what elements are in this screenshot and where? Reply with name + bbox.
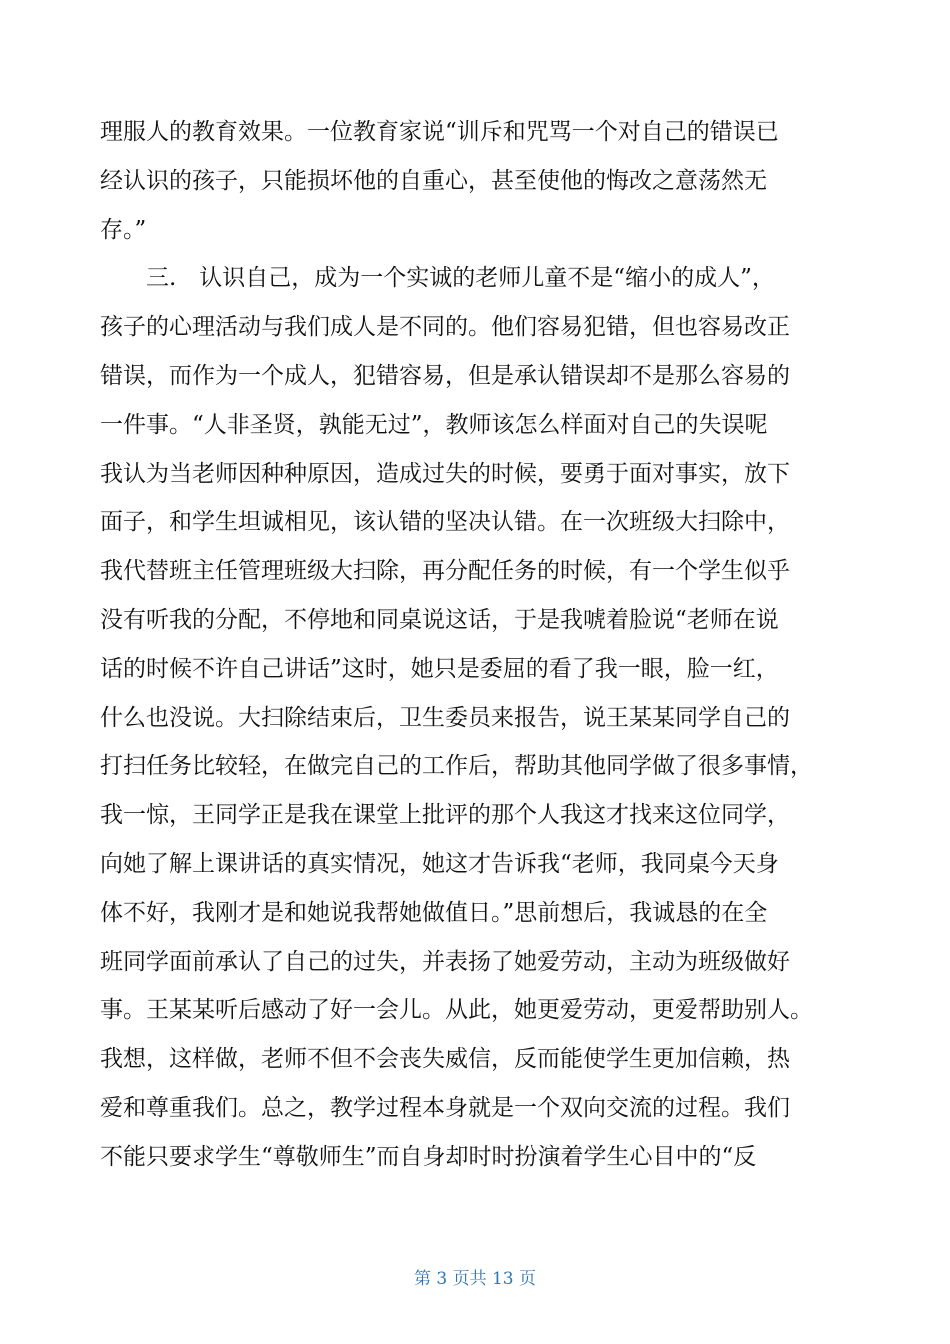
text-line: 不能只要求学生“尊敬师生”而自身却时时扮演着学生心目中的“反 xyxy=(100,1143,757,1170)
page-number-footer: 第 3 页共 13 页 xyxy=(413,1269,537,1289)
text-line: 体不好，我刚才是和她说我帮她做值日。”思前想后，我诚恳的在全 xyxy=(100,899,768,926)
text-line: 向她了解上课讲话的真实情况，她这才告诉我“老师，我同桌今天身 xyxy=(100,850,779,877)
text-line: 爱和尊重我们。总之，教学过程本身就是一个双向交流的过程。我们 xyxy=(100,1094,790,1121)
text-line: 打扫任务比较轻，在做完自己的工作后，帮助其他同学做了很多事情， xyxy=(100,753,813,780)
text-line: 一件事。“人非圣贤，孰能无过”，教师该怎么样面对自己的失误呢 xyxy=(100,411,768,438)
text-line: 存。” xyxy=(100,216,147,243)
text-line: 我认为当老师因种种原因，造成过失的时候，要勇于面对事实，放下 xyxy=(100,460,790,487)
text-line: 面子，和学生坦诚相见，该认错的坚决认错。在一次班级大扫除中， xyxy=(100,509,790,536)
body-text xyxy=(100,108,860,1182)
text-line: 孩子的心理活动与我们成人是不同的。他们容易犯错，但也容易改正 xyxy=(100,314,790,341)
text-line: 我想，这样做，老师不但不会丧失威信，反而能使学生更加信赖，热 xyxy=(100,1046,790,1073)
text-line: 事。王某某听后感动了好一会儿。从此，她更爱劳动，更爱帮助别人。 xyxy=(100,997,813,1024)
section-heading-line: 三. 认识自己，成为一个实诚的老师儿童不是“缩小的成人”， xyxy=(100,265,775,292)
text-line: 理服人的教育效果。一位教育家说“训斥和咒骂一个对自己的错误已 xyxy=(100,119,779,145)
text-line: 错误，而作为一个成人，犯错容易，但是承认错误却不是那么容易的 xyxy=(100,362,790,389)
text-line: 我一惊，王同学正是我在课堂上批评的那个人我这才找来这位同学， xyxy=(100,802,790,829)
text-line: 没有听我的分配，不停地和同桌说这话，于是我唬着脸说“老师在说 xyxy=(100,606,779,633)
text-line: 经认识的孩子，只能损坏他的自重心，甚至使他的悔改之意荡然无 xyxy=(100,167,767,194)
text-line: 我代替班主任管理班级大扫除，再分配任务的时候，有一个学生似乎 xyxy=(100,558,790,585)
text-line: 话的时候不许自己讲话”这时，她只是委屈的看了我一眼，脸一红， xyxy=(100,655,779,682)
text-line: 班同学面前承认了自己的过失，并表扬了她爱劳动，主动为班级做好 xyxy=(100,948,790,975)
text-line: 什么也没说。大扫除结束后，卫生委员来报告，说王某某同学自己的 xyxy=(100,704,790,731)
